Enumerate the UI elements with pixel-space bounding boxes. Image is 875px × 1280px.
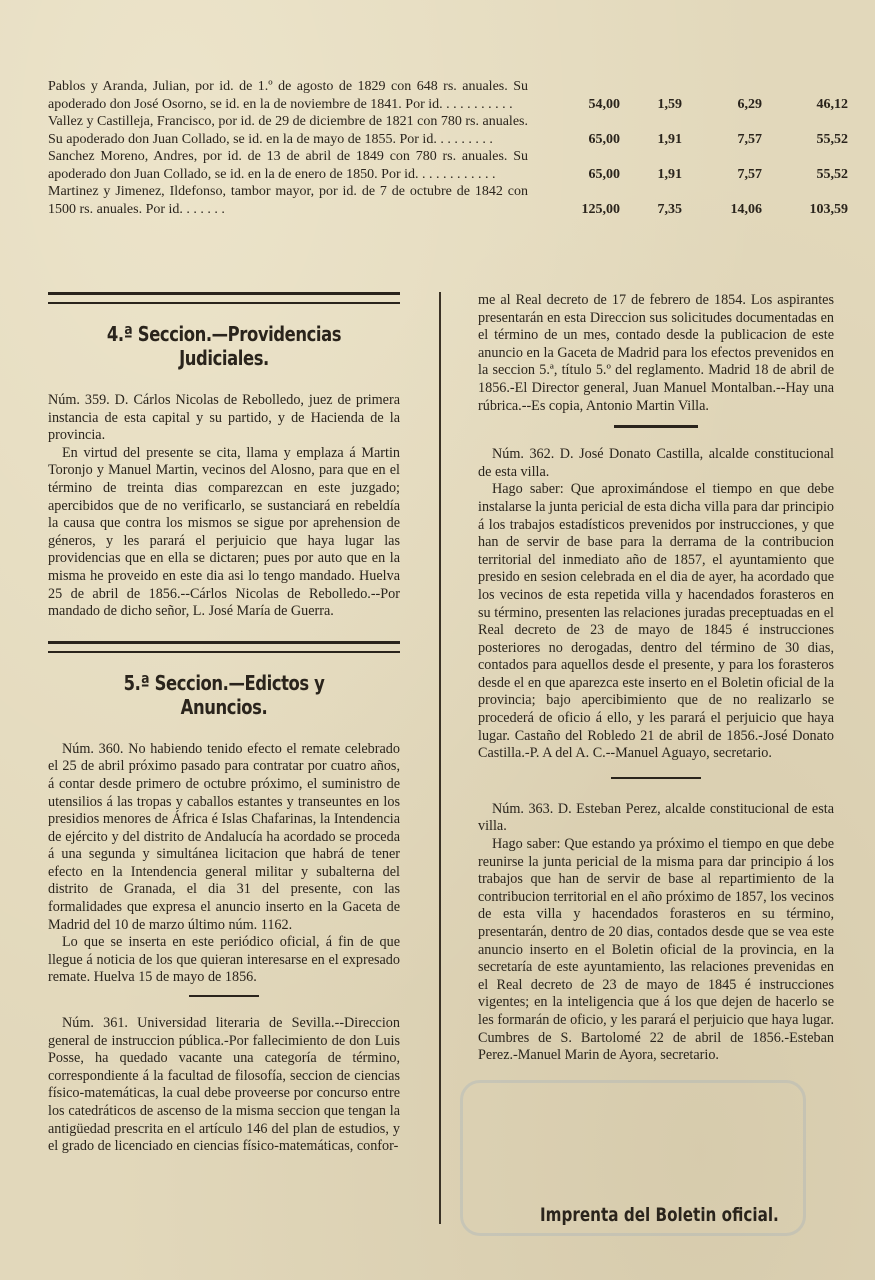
left-column [48, 292, 400, 1156]
notice-359-header: Núm. 359. D. Cárlos Nicolas de Rebolledo, juez de primera instancia de esta capital y su partido, y de Hacienda de la provincia. [48, 392, 400, 444]
notice-362-body: Hago saber: Que aproximándose el tiempo en que debe instalarse la junta pericial de esta dicha villa para dar principio á los trabajos estadísticos prevenidos por instrucciones, y que han de servir de base para la derrama de la contribucion territorial del inmediato año de 1857, el ayuntamiento que presido en sesion celebrada en el dia de ayer, ha acordado que los vecinos de esta repetida villa y hacendados forasteros en su término, presenten las relaciones juradas preceptuadas en el Real decreto de 23 de mayo de 1845 é instrucciones posteriores no derogadas, dentro del término de 30 dias, contados para aquellos desde el presente, y para los forasteros desde el en que aparezca este inserto en el Boletin oficial de la provincia; bajo apercibimiento que de no realizarlo se procederá de oficio á ello, y les parará el perjuicio que haya lugar. Castaño del Robledo 21 de abril de 1856.-José Donato Castilla.-P. A del A. C.--Manuel Aguayo, secretario. [478, 481, 834, 762]
pension-value: 1,91 [657, 167, 682, 182]
pension-value: 7,57 [737, 132, 762, 147]
pension-values [548, 167, 848, 183]
pension-value: 54,00 [588, 97, 620, 112]
section-rule [48, 292, 400, 304]
pension-description: Sanchez Moreno, Andres, por id. de 13 de abril de 1849 con 780 rs. anuales. Su apoderado don Juan Collado, se id. en la de enero de 1850. Por id. . . . . . . . . . . . [48, 149, 528, 182]
notice-359-body: En virtud del presente se cita, llama y emplaza á Martin Toronjo y Manuel Martin, vecinos del Alosno, para que en el término de treinta dias comparezcan en este juzgado; apercibidos que de no verificarlo, se sustanciará en rebeldía la causa que contra los mismos se sigue por aprehension de géneros, y les parará el perjuicio que haya lugar las providencias que en ella se dictaren; pues por auto que en la misma he proveido en este dia asi lo tengo mandado. Huelva 25 de abril de 1856.--Cárlos Nicolas de Rebolledo.--Por mandado de dicho señor, L. José María de Guerra. [48, 444, 400, 620]
pension-value: 46,12 [816, 97, 848, 112]
pension-values [548, 132, 848, 148]
printer-imprint: Imprenta del Boletin oficial. [540, 1204, 779, 1226]
notice-363-header: Núm. 363. D. Esteban Perez, alcalde constitucional de esta villa. [478, 800, 834, 835]
pension-value: 103,59 [809, 202, 848, 217]
notice-divider [611, 777, 701, 779]
pension-values [548, 97, 848, 113]
pension-value: 55,52 [816, 132, 848, 147]
pension-values [548, 202, 848, 218]
pension-value: 65,00 [588, 132, 620, 147]
section-5-heading: 5.ª Seccion.—Edictos y Anuncios. [123, 670, 325, 719]
pension-value: 125,00 [581, 202, 620, 217]
notice-divider [189, 995, 259, 997]
pension-description: Vallez y Castilleja, Francisco, por id. de 29 de diciembre de 1821 con 780 rs. anuales. Su apoderado don Juan Collado, se id. en la de mayo de 1855. Por id. . . . . . . . . [48, 114, 528, 147]
pension-value: 6,29 [737, 97, 762, 112]
right-column [478, 292, 834, 1065]
pension-value: 14,06 [730, 202, 762, 217]
pension-value: 65,00 [588, 167, 620, 182]
pension-description: Martinez y Jimenez, Ildefonso, tambor mayor, por id. de 7 de octubre de 1842 con 1500 rs. anuales. Por id. . . . . . . [48, 184, 528, 217]
pension-value: 7,35 [657, 202, 682, 217]
notice-361-body: Núm. 361. Universidad literaria de Sevilla.--Direccion general de instruccion pública.-Por fallecimiento de don Luis Posse, ha quedado vacante una categoría de término, correspondiente á la facultad de filosofía, seccion de ciencias físico-matemáticas, la cual debe proveerse por concurso entre los catedráticos de ascenso de la misma seccion que tengan la antigüedad prescrita en el artículo 146 del plan de estudios, y el grado de licenciado en ciencias físico-matemáticas, confor- [48, 1015, 400, 1155]
pension-description: Pablos y Aranda, Julian, por id. de 1.º de agosto de 1829 con 648 rs. anuales. Su apoderado don José Osorno, se id. en la de noviembre de 1841. Por id. . . . . . . . . . . [48, 79, 528, 112]
notice-divider [614, 425, 698, 428]
notice-362-header: Núm. 362. D. José Donato Castilla, alcalde constitucional de esta villa. [478, 446, 834, 480]
notice-360-note: Lo que se inserta en este periódico oficial, á fin de que llegue á noticia de los que quieran interesarse en el expresado remate. Huelva 15 de mayo de 1856. [48, 934, 400, 986]
pension-row [48, 183, 848, 218]
section-rule [48, 641, 400, 653]
pension-row [48, 148, 848, 183]
section-4-heading: 4.ª Seccion.—Providencias Judiciales. [106, 322, 342, 370]
pension-row [48, 78, 848, 113]
pension-value: 1,91 [657, 132, 682, 147]
column-divider [439, 292, 441, 1224]
notice-361-continuation: me al Real decreto de 17 de febrero de 1854. Los aspirantes presentarán en esta Direccion sus solicitudes documentadas en el término de un mes, contado desde la publicacion de este anuncio en la Gaceta de Madrid para los efectos prevenidos en la seccion 5.ª, título 5.º del reglamento. Madrid 18 de abril de 1856.-El Director general, Juan Manuel Montalban.--Hay una rúbrica.--Es copia, Antonio Martin Villa. [478, 292, 834, 414]
notice-360-body: Núm. 360. No habiendo tenido efecto el remate celebrado el 25 de abril próximo pasado para contratar por cuatro años, á contar desde primero de octubre próximo, el suministro de utensilios á las tropas y caballos estantes y transeuntes en los presidios menores de África é Islas Chafarinas, la Intendencia de ejército y del distrito de Andalucía ha acordado se proceda á una segunda y simultánea licitacion que habrá de tener efecto en la Intendencia general militar y subalterna del distrito de Granada, el dia 31 del presente, con las formalidades que expresa el anuncio inserto en la Gaceta de Madrid del 10 de marzo último núm. 1162. [48, 740, 400, 933]
pension-value: 55,52 [816, 167, 848, 182]
notice-363-body: Hago saber: Que estando ya próximo el tiempo en que debe reunirse la junta pericial de la misma para dar principio á los trabajos que han de servir de base al repartimiento de la contribucion territorial en el año próximo de 1857, los vecinos de esta villa y hacendados forasteros en su término, presentarán, dentro de 20 dias, contados desde que se vea este anuncio inserto en el Boletin oficial de la provincia, en la secretaría de este ayuntamiento, las relaciones prevenidas en el Real decreto de 23 de mayo de 1845 é instrucciones vigentes; en la inteligencia que á los que dejen de hacerlo se les formarán de oficio, y les parará el perjuicio que haya lugar. Cumbres de S. Bartolomé 22 de abril de 1856.-Esteban Perez.-Manuel Marin de Ayora, secretario. [478, 836, 834, 1064]
pension-row [48, 113, 848, 148]
pension-value: 1,59 [657, 97, 682, 112]
pension-value: 7,57 [737, 167, 762, 182]
pension-table [48, 78, 848, 218]
